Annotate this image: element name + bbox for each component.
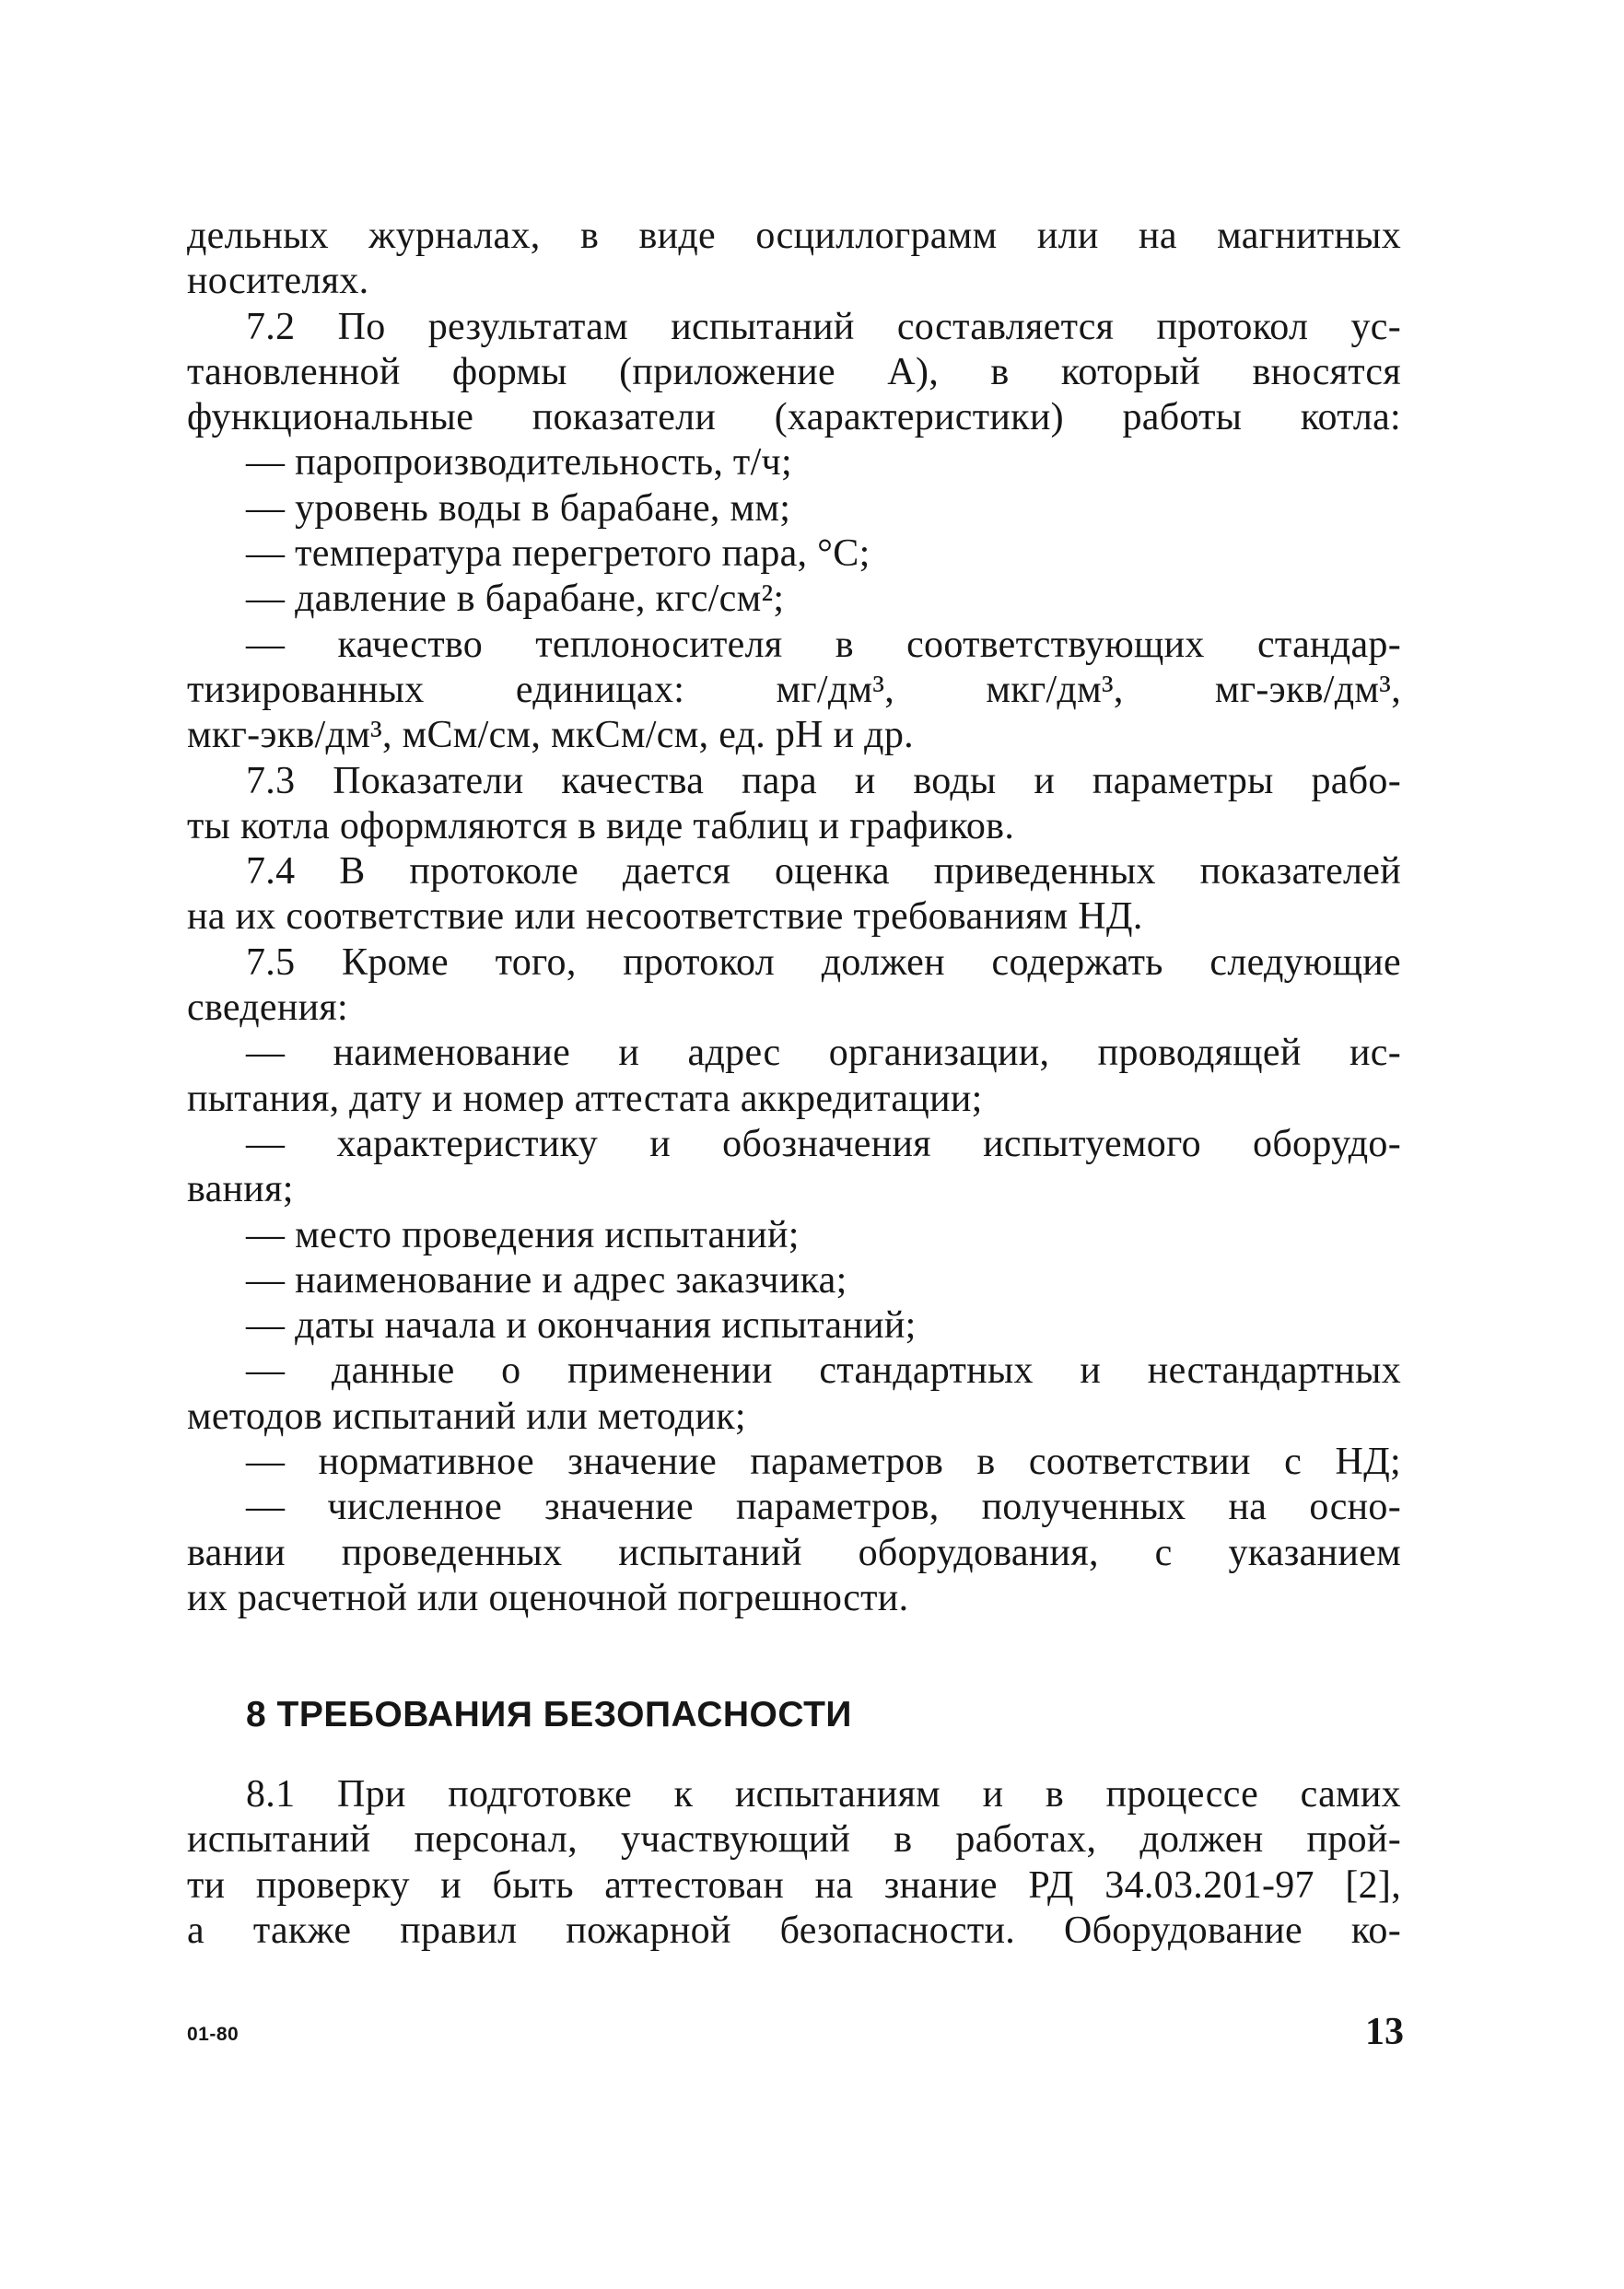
- list-item: — место проведения испытаний;: [246, 1213, 800, 1256]
- text-line: функциональные показатели (характеристики) работы котла:: [187, 396, 1401, 439]
- list-item: — даты начала и окончания испытаний;: [246, 1304, 917, 1348]
- paragraph-7-2-start: 7.2 По результатам испытаний составляется протокол ус-: [246, 305, 1401, 348]
- text-line: тизированных единицах: мг/дм³, мкг/дм³, мг-экв/дм³,: [187, 668, 1401, 711]
- paragraph-8-1-start: 8.1 При подготовке к испытаниям и в процессе самих: [246, 1773, 1401, 1816]
- paragraph-7-5-start: 7.5 Кроме того, протокол должен содержать следующие: [246, 940, 1401, 984]
- text-line: сведения:: [187, 987, 348, 1030]
- list-item: — данные о применении стандартных и нестандартных: [246, 1349, 1401, 1393]
- paragraph-7-3-start: 7.3 Показатели качества пара и воды и параметры рабо-: [246, 759, 1401, 802]
- paragraph-7-4-start: 7.4 В протоколе дается оценка приведенных показателей: [246, 850, 1401, 893]
- list-item: — качество теплоносителя в соответствующих стандар-: [246, 623, 1401, 666]
- list-item: — уровень воды в барабане, мм;: [246, 486, 791, 530]
- text-line: ты котла оформляются в виде таблиц и графиков.: [187, 804, 1015, 847]
- section-8-text: [187, 1772, 1401, 1954]
- list-item: — характеристику и обозначения испытуемого оборудо-: [246, 1122, 1401, 1165]
- text-line: ти проверку и быть аттестован на знание РД 34.03.201-97 [2],: [187, 1863, 1401, 1907]
- text-line: испытаний персонал, участвующий в работах, должен прой-: [187, 1818, 1401, 1862]
- text-line: дельных журналах, в виде осциллограмм или на магнитных: [187, 215, 1401, 257]
- text-line: мкг-экв/дм³, мСм/см, мкСм/см, ед. pH и др.: [187, 714, 914, 757]
- list-item: — нормативное значение параметров в соответствии с НД;: [246, 1441, 1401, 1484]
- text-line: а также правил пожарной безопасности. Оборудование ко-: [187, 1909, 1401, 1952]
- text-line: пытания, дату и номер аттестата аккредитации;: [187, 1077, 983, 1120]
- list-item: — численное значение параметров, полученных на осно-: [246, 1486, 1401, 1529]
- page-number: 13: [1365, 2011, 1404, 2053]
- list-item: — температура перегретого пара, °С;: [246, 532, 870, 576]
- text-line: вания;: [187, 1168, 294, 1211]
- text-line: вании проведенных испытаний оборудования, с указанием: [187, 1531, 1401, 1574]
- list-item: — паропроизводительность, т/ч;: [246, 441, 792, 485]
- text-line: методов испытаний или методик;: [187, 1395, 746, 1438]
- list-item: — наименование и адрес организации, проводящей ис-: [246, 1032, 1401, 1075]
- list-item: — наименование и адрес заказчика;: [246, 1258, 847, 1302]
- list-item: — давление в барабане, кгс/см²;: [246, 578, 785, 621]
- text-line: носителях.: [187, 260, 369, 303]
- section-7-text: [187, 214, 1401, 1621]
- text-line: их расчетной или оценочной погрешности.: [187, 1576, 909, 1619]
- section-8-heading: 8 ТРЕБОВАНИЯ БЕЗОПАСНОСТИ: [246, 1695, 852, 1734]
- footer-code: 01-80: [187, 2024, 240, 2045]
- text-line: на их соответствие или несоответствие требованиям НД.: [187, 895, 1143, 939]
- text-line: тановленной формы (приложение А), в который вносятся: [187, 350, 1401, 393]
